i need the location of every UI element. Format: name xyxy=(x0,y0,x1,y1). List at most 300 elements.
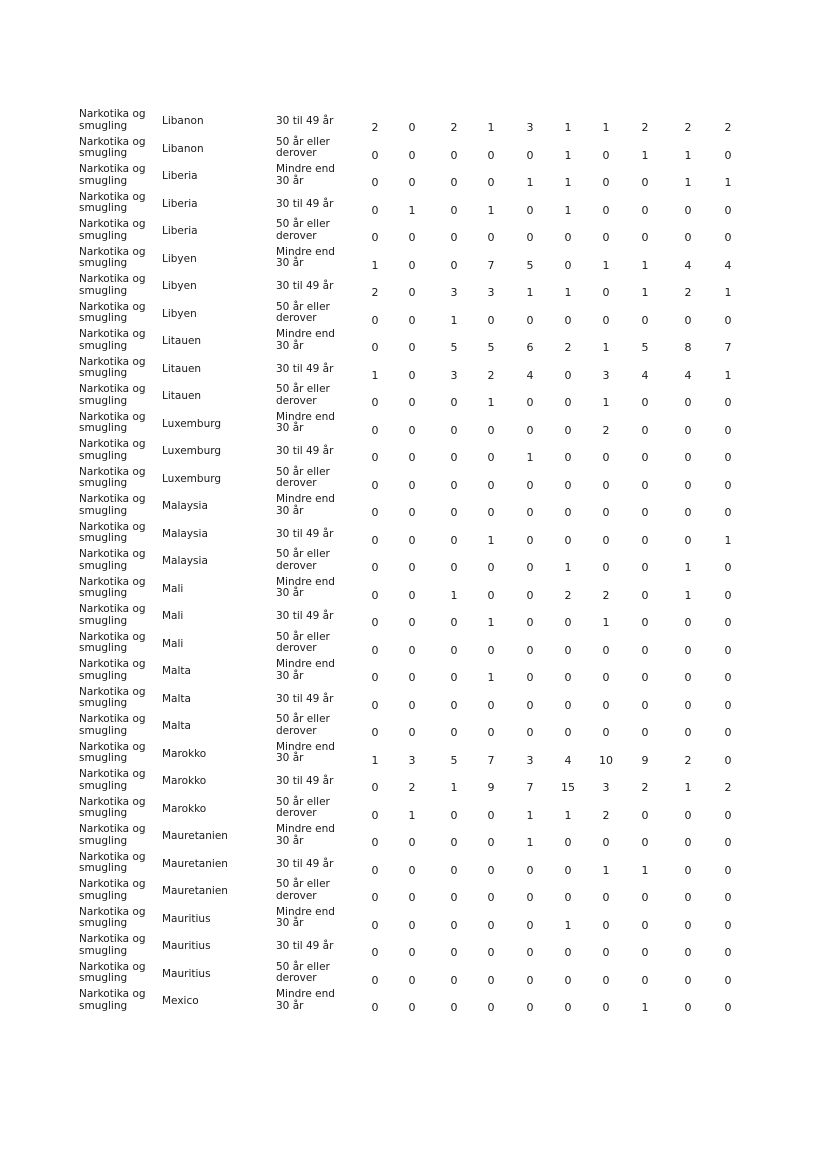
country-cell: Marokko xyxy=(162,775,207,787)
value-cells xyxy=(365,562,755,574)
offense-category-line: Narkotika og xyxy=(79,548,146,560)
offense-category-line: Narkotika og xyxy=(79,328,146,340)
value-cell: 7 xyxy=(724,341,732,354)
value-cell: 0 xyxy=(450,918,458,932)
offense-category-line: Narkotika og xyxy=(79,850,146,863)
value-cell: 0 xyxy=(684,231,692,244)
value-cell: 1 xyxy=(684,176,692,189)
value-cell: 1 xyxy=(564,918,572,932)
offense-category xyxy=(79,494,159,517)
value-cell: 0 xyxy=(684,616,692,629)
offense-category-line: Narkotika og xyxy=(79,630,146,643)
country-cell: Mauritius xyxy=(162,940,211,952)
value-cell: 0 xyxy=(564,891,572,904)
age-group-cell xyxy=(276,879,351,902)
value-cell: 0 xyxy=(487,148,495,162)
value-cell: 0 xyxy=(684,726,692,739)
age-group-line: 30 til 49 år xyxy=(276,940,334,952)
value-cell: 0 xyxy=(724,588,732,602)
value-cell: 0 xyxy=(684,836,692,849)
value-cells xyxy=(365,535,755,547)
value-cell: 0 xyxy=(602,561,610,574)
value-cell: 5 xyxy=(487,341,495,354)
value-cell: 0 xyxy=(408,863,416,877)
value-cell: 5 xyxy=(450,753,458,767)
value-cell: 1 xyxy=(724,368,732,382)
value-cell: 0 xyxy=(450,231,458,244)
value-cell: 0 xyxy=(641,698,649,712)
value-cell: 0 xyxy=(526,863,534,877)
age-group-cell xyxy=(276,549,351,572)
value-cell: 0 xyxy=(408,698,416,712)
value-cell: 0 xyxy=(526,231,534,244)
value-cell: 2 xyxy=(684,753,692,767)
offense-category-line: smugling xyxy=(79,724,128,737)
value-cell: 0 xyxy=(408,506,416,519)
value-cell: 1 xyxy=(526,836,534,849)
offense-category-line: Narkotika og xyxy=(79,273,146,285)
value-cell: 0 xyxy=(724,506,732,519)
offense-category-line: smugling xyxy=(79,889,128,902)
value-cell: 0 xyxy=(450,533,458,547)
value-cell: 0 xyxy=(371,588,379,602)
offense-category-line: Narkotika og xyxy=(79,713,146,725)
offense-category-line: Narkotika og xyxy=(79,355,146,368)
country-cell: Malta xyxy=(162,692,191,705)
age-group-line: 50 år eller xyxy=(276,383,330,395)
value-cell: 0 xyxy=(724,946,732,959)
age-group-line: derover xyxy=(276,724,317,737)
value-cell: 0 xyxy=(724,643,732,657)
value-cell: 0 xyxy=(487,643,495,657)
country-cell: Mali xyxy=(162,610,184,622)
table-row xyxy=(79,411,799,439)
age-group-cell xyxy=(276,199,351,211)
value-cell: 1 xyxy=(641,1001,649,1014)
value-cell: 1 xyxy=(487,616,495,629)
age-group-line: 50 år eller xyxy=(276,135,330,148)
value-cell: 7 xyxy=(487,258,495,272)
country-cell: Litauen xyxy=(162,335,202,347)
country-cell: Mauritius xyxy=(162,967,211,980)
value-cell: 0 xyxy=(487,506,495,519)
value-cells xyxy=(365,370,755,382)
value-cell: 2 xyxy=(564,588,572,602)
value-cell: 0 xyxy=(487,231,495,244)
value-cell: 0 xyxy=(641,506,649,519)
value-cell: 9 xyxy=(641,753,649,767)
offense-category xyxy=(79,907,159,930)
value-cell: 4 xyxy=(684,368,692,382)
value-cell: 0 xyxy=(724,451,732,464)
offense-category-line: Narkotika og xyxy=(79,905,146,918)
country-cell: Marokko xyxy=(162,747,207,760)
value-cell: 0 xyxy=(564,863,572,877)
value-cell: 0 xyxy=(371,891,379,904)
offense-category xyxy=(79,137,159,160)
offense-category-line: smugling xyxy=(79,669,128,682)
table-row xyxy=(79,741,799,769)
value-cell: 0 xyxy=(724,891,732,904)
offense-category-line: Narkotika og xyxy=(79,575,146,588)
value-cell: 1 xyxy=(564,176,572,189)
value-cell: 0 xyxy=(724,616,732,629)
value-cell: 0 xyxy=(684,203,692,217)
value-cell: 0 xyxy=(450,946,458,959)
value-cell: 0 xyxy=(408,726,416,739)
age-group-line: 50 år eller xyxy=(276,960,330,973)
value-cell: 0 xyxy=(602,203,610,217)
country-cell: Malta xyxy=(162,720,191,732)
value-cell: 0 xyxy=(526,423,534,437)
value-cell: 0 xyxy=(487,423,495,437)
age-group-cell xyxy=(276,611,351,623)
offense-category xyxy=(79,219,159,242)
value-cell: 1 xyxy=(724,286,732,299)
table-row xyxy=(79,383,799,411)
age-group-cell xyxy=(276,137,351,160)
value-cell: 0 xyxy=(371,176,379,189)
value-cell: 1 xyxy=(602,863,610,877)
value-cells xyxy=(365,810,755,822)
offense-category-line: Narkotika og xyxy=(79,960,146,973)
table-row xyxy=(79,906,799,934)
table-row xyxy=(79,218,799,246)
table-row xyxy=(79,548,799,576)
age-group-line: 30 til 49 år xyxy=(276,692,334,705)
offense-category-line: smugling xyxy=(79,917,128,929)
value-cell: 0 xyxy=(408,561,416,574)
value-cell: 0 xyxy=(526,1001,534,1014)
value-cell: 0 xyxy=(408,396,416,409)
age-group-cell xyxy=(276,776,351,788)
value-cell: 0 xyxy=(724,1001,732,1014)
value-cell: 5 xyxy=(450,341,458,354)
value-cell: 0 xyxy=(450,258,458,272)
value-cell: 0 xyxy=(724,203,732,217)
value-cell: 3 xyxy=(408,753,416,767)
value-cell: 0 xyxy=(724,148,732,162)
age-group-line: 30 til 49 år xyxy=(276,610,334,622)
value-cell: 0 xyxy=(487,836,495,849)
offense-category-line: smugling xyxy=(79,559,128,572)
value-cell: 0 xyxy=(487,946,495,959)
value-cell: 0 xyxy=(641,313,649,327)
value-cell: 5 xyxy=(526,258,534,272)
offense-category xyxy=(79,467,159,490)
country-cell: Liberia xyxy=(162,197,198,210)
offense-category-line: smugling xyxy=(79,477,128,489)
value-cell: 1 xyxy=(487,533,495,547)
value-cell: 0 xyxy=(724,423,732,437)
offense-category-line: smugling xyxy=(79,972,128,984)
age-group-cell xyxy=(276,694,351,706)
value-cell: 1 xyxy=(724,176,732,189)
value-cell: 1 xyxy=(450,313,458,327)
age-group-cell xyxy=(276,859,351,871)
country-cell: Mauretanien xyxy=(162,857,228,870)
value-cells xyxy=(365,507,755,519)
value-cell: 0 xyxy=(564,478,572,492)
value-cell: 0 xyxy=(526,148,534,162)
offense-category-line: Narkotika og xyxy=(79,218,146,230)
value-cell: 0 xyxy=(450,1001,458,1014)
value-cell: 0 xyxy=(450,891,458,904)
value-cell: 0 xyxy=(564,616,572,629)
country-cell: Luxemburg xyxy=(162,417,222,430)
value-cell: 0 xyxy=(641,808,649,822)
value-cell: 9 xyxy=(487,781,495,794)
age-group-line: derover xyxy=(276,889,317,902)
country-cell: Liberia xyxy=(162,225,198,237)
age-group-line: 30 til 49 år xyxy=(276,445,334,457)
country-cell: Mauretanien xyxy=(162,830,228,842)
value-cell: 2 xyxy=(408,781,416,794)
value-cell: 0 xyxy=(408,231,416,244)
value-cell: 0 xyxy=(487,863,495,877)
country-cell: Mali xyxy=(162,637,184,650)
age-group-line: 30 år xyxy=(276,752,304,764)
offense-category-line: smugling xyxy=(79,504,128,517)
value-cell: 1 xyxy=(371,258,379,272)
age-group-line: derover xyxy=(276,807,317,819)
value-cells xyxy=(365,342,755,354)
age-group-line: Mindre end xyxy=(276,823,335,835)
value-cell: 0 xyxy=(564,643,572,657)
age-group-line: 30 år xyxy=(276,999,304,1012)
offense-category-line: Narkotika og xyxy=(79,823,146,835)
value-cell: 0 xyxy=(371,918,379,932)
value-cell: 1 xyxy=(487,396,495,409)
value-cell: 0 xyxy=(724,396,732,409)
age-group-line: 50 år eller xyxy=(276,630,330,643)
offense-category xyxy=(79,274,159,297)
value-cell: 1 xyxy=(684,588,692,602)
value-cell: 0 xyxy=(684,396,692,409)
value-cell: 0 xyxy=(408,341,416,354)
value-cell: 2 xyxy=(641,121,649,134)
value-cell: 0 xyxy=(641,918,649,932)
offense-category xyxy=(79,412,159,435)
offense-category xyxy=(79,247,159,270)
value-cell: 0 xyxy=(408,533,416,547)
age-group-cell xyxy=(276,281,351,293)
value-cell: 1 xyxy=(487,671,495,684)
table-row xyxy=(79,246,799,274)
value-cell: 1 xyxy=(684,781,692,794)
country-cell: Libanon xyxy=(162,142,204,155)
value-cell: 0 xyxy=(724,313,732,327)
value-cell: 0 xyxy=(526,616,534,629)
value-cell: 2 xyxy=(487,368,495,382)
value-cell: 0 xyxy=(564,396,572,409)
value-cell: 0 xyxy=(450,836,458,849)
value-cell: 0 xyxy=(641,478,649,492)
offense-category-line: smugling xyxy=(79,229,128,242)
value-cell: 0 xyxy=(564,973,572,987)
age-group-cell xyxy=(276,384,351,407)
offense-category xyxy=(79,109,159,132)
value-cell: 0 xyxy=(564,423,572,437)
table-row xyxy=(79,356,799,384)
value-cell: 0 xyxy=(684,863,692,877)
value-cell: 0 xyxy=(724,863,732,877)
age-group-line: 30 til 49 år xyxy=(276,197,334,210)
offense-category-line: Narkotika og xyxy=(79,933,146,945)
value-cells xyxy=(365,590,755,602)
value-cell: 0 xyxy=(564,451,572,464)
value-cell: 15 xyxy=(561,781,575,794)
value-cell: 0 xyxy=(371,396,379,409)
offense-category xyxy=(79,577,159,600)
age-group-line: derover xyxy=(276,147,317,159)
value-cell: 0 xyxy=(450,203,458,217)
age-group-cell xyxy=(276,494,351,517)
offense-category xyxy=(79,714,159,737)
offense-category xyxy=(79,357,159,380)
age-group-line: derover xyxy=(276,972,317,984)
age-group-cell xyxy=(276,467,351,490)
value-cell: 0 xyxy=(408,148,416,162)
value-cell: 10 xyxy=(599,753,613,767)
value-cell: 4 xyxy=(641,368,649,382)
age-group-cell xyxy=(276,797,351,820)
value-cell: 0 xyxy=(450,423,458,437)
value-cell: 0 xyxy=(450,148,458,162)
value-cells xyxy=(365,452,755,464)
value-cells xyxy=(365,397,755,409)
value-cell: 0 xyxy=(641,588,649,602)
value-cell: 2 xyxy=(450,121,458,134)
value-cells xyxy=(365,617,755,629)
age-group-line: 30 år xyxy=(276,669,304,682)
age-group-line: 30 til 49 år xyxy=(276,280,334,292)
value-cells xyxy=(365,975,755,987)
table-row xyxy=(79,108,799,136)
value-cell: 3 xyxy=(602,781,610,794)
value-cell: 0 xyxy=(724,808,732,822)
age-group-line: derover xyxy=(276,642,317,654)
value-cell: 0 xyxy=(450,671,458,684)
value-cell: 0 xyxy=(602,286,610,299)
offense-category xyxy=(79,522,159,545)
value-cell: 0 xyxy=(724,753,732,767)
country-cell: Malaysia xyxy=(162,527,208,540)
value-cell: 0 xyxy=(641,231,649,244)
value-cell: 0 xyxy=(450,176,458,189)
offense-category-line: smugling xyxy=(79,752,128,764)
offense-category xyxy=(79,934,159,957)
value-cell: 1 xyxy=(526,176,534,189)
value-cell: 0 xyxy=(450,506,458,519)
table-row xyxy=(79,713,799,741)
country-cell: Mali xyxy=(162,582,184,595)
value-cell: 0 xyxy=(450,726,458,739)
offense-category-line: Narkotika og xyxy=(79,493,146,505)
offense-category xyxy=(79,302,159,325)
value-cell: 0 xyxy=(564,836,572,849)
value-cell: 0 xyxy=(371,726,379,739)
age-group-line: 30 til 49 år xyxy=(276,775,334,787)
value-cell: 0 xyxy=(641,643,649,657)
value-cell: 0 xyxy=(602,946,610,959)
offense-category xyxy=(79,989,159,1012)
value-cell: 0 xyxy=(371,478,379,492)
value-cell: 0 xyxy=(641,616,649,629)
value-cell: 1 xyxy=(564,121,572,134)
age-group-cell xyxy=(276,659,351,682)
value-cell: 0 xyxy=(526,671,534,684)
age-group-cell xyxy=(276,632,351,655)
table-row xyxy=(79,328,799,356)
value-cell: 1 xyxy=(602,258,610,272)
value-cell: 0 xyxy=(724,918,732,932)
value-cell: 0 xyxy=(408,258,416,272)
value-cell: 0 xyxy=(408,478,416,492)
table-row xyxy=(79,796,799,824)
value-cell: 0 xyxy=(564,231,572,244)
offense-category-line: smugling xyxy=(79,119,128,132)
value-cells xyxy=(365,232,755,244)
offense-category xyxy=(79,604,159,627)
value-cell: 1 xyxy=(371,753,379,767)
offense-category-line: Narkotika og xyxy=(79,245,146,258)
value-cell: 0 xyxy=(564,533,572,547)
value-cell: 0 xyxy=(564,946,572,959)
offense-category-line: smugling xyxy=(79,339,128,352)
age-group-cell xyxy=(276,364,351,376)
value-cell: 0 xyxy=(602,1001,610,1014)
offense-category-line: smugling xyxy=(79,944,128,957)
country-cell: Liberia xyxy=(162,170,198,182)
value-cell: 0 xyxy=(641,946,649,959)
value-cell: 0 xyxy=(371,533,379,547)
value-cell: 0 xyxy=(408,1001,416,1014)
value-cells xyxy=(365,727,755,739)
country-cell: Libanon xyxy=(162,115,204,127)
value-cells xyxy=(365,920,755,932)
value-cells xyxy=(365,150,755,162)
age-group-line: Mindre end xyxy=(276,410,335,423)
age-group-line: 50 år eller xyxy=(276,795,330,808)
offense-category xyxy=(79,879,159,902)
value-cell: 0 xyxy=(724,836,732,849)
value-cell: 0 xyxy=(487,1001,495,1014)
age-group-line: 30 til 49 år xyxy=(276,527,334,540)
value-cell: 0 xyxy=(602,891,610,904)
value-cell: 0 xyxy=(450,451,458,464)
value-cell: 3 xyxy=(450,286,458,299)
offense-category-line: smugling xyxy=(79,394,128,407)
value-cell: 0 xyxy=(371,808,379,822)
value-cell: 0 xyxy=(684,506,692,519)
value-cell: 0 xyxy=(641,176,649,189)
value-cell: 0 xyxy=(487,891,495,904)
table-row xyxy=(79,631,799,659)
value-cells xyxy=(365,782,755,794)
value-cell: 0 xyxy=(684,973,692,987)
offense-category xyxy=(79,962,159,985)
value-cell: 2 xyxy=(602,588,610,602)
age-group-line: Mindre end xyxy=(276,575,335,588)
offense-category xyxy=(79,769,159,792)
value-cell: 4 xyxy=(724,258,732,272)
table-row xyxy=(79,163,799,191)
offense-category-line: Narkotika og xyxy=(79,740,146,753)
value-cells xyxy=(365,205,755,217)
table-row xyxy=(79,603,799,631)
value-cell: 0 xyxy=(526,726,534,739)
